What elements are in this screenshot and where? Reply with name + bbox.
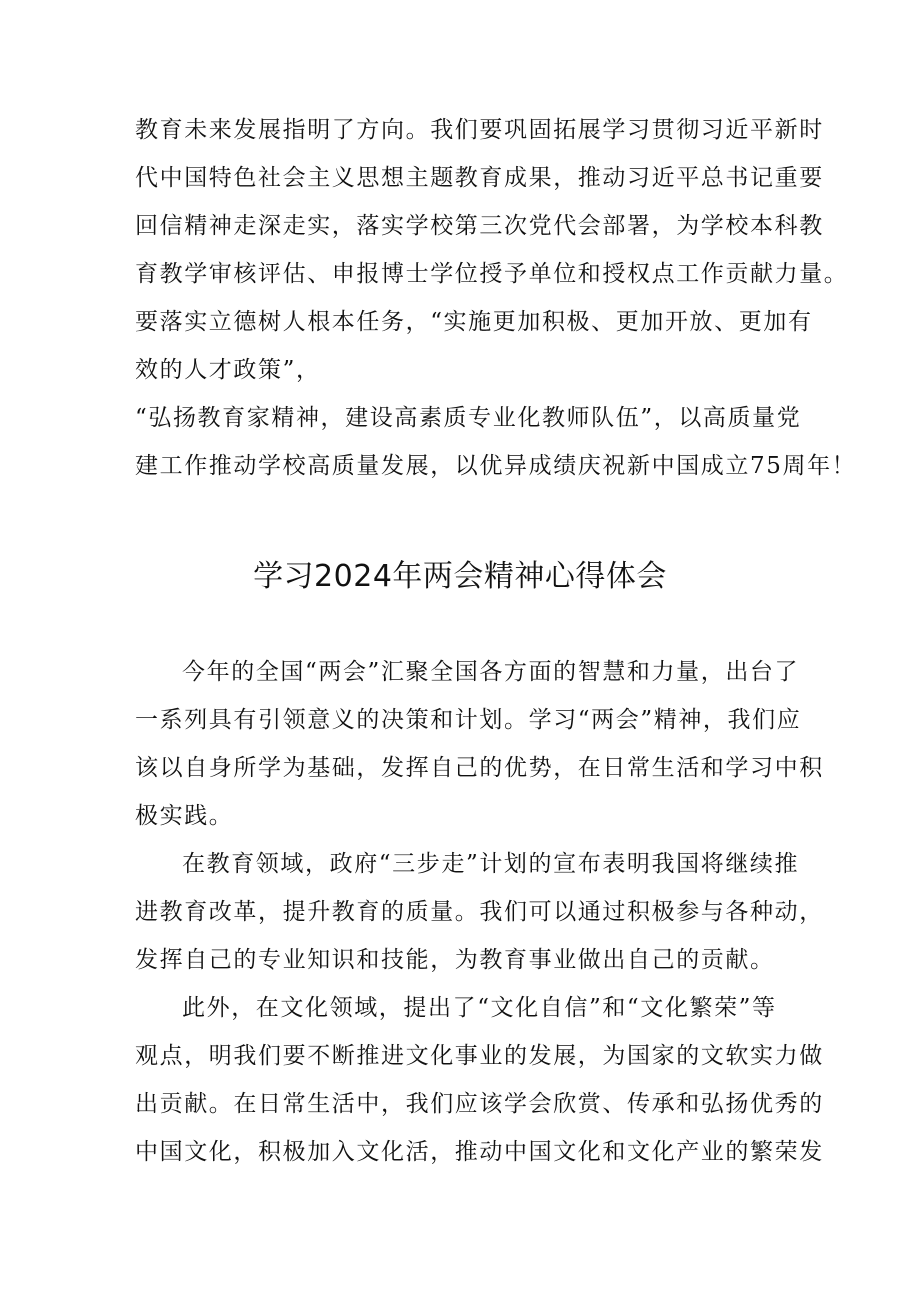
paragraph-line: “弘扬教育家精神，建设高素质专业化教师队伍”，以高质量党 xyxy=(135,405,802,431)
paragraph-line: 效的人才政策”， xyxy=(135,357,321,383)
paragraph-line: 中国文化，积极加入文化活，推动中国文化和文化产业的繁荣发 xyxy=(135,1139,824,1165)
paragraph-line: 今年的全国“两会”汇聚全国各方面的智慧和力量，出台了 xyxy=(182,659,800,685)
paragraph-line: 该以自身所学为基础，发挥自己的优势，在日常生活和学习中积 xyxy=(135,755,824,781)
paragraph-line: 极实践。 xyxy=(135,803,234,829)
paragraph-line: 进教育改革，提升教育的质量。我们可以通过积极参与各种动， xyxy=(135,899,824,925)
paragraph-line: 在教育领域，政府“三步走”计划的宣布表明我国将继续推 xyxy=(182,851,800,877)
page-title: 学习2024年两会精神心得体会 xyxy=(253,559,667,594)
paragraph-line: 建工作推动学校高质量发展，以优异成绩庆祝新中国成立75周年！ xyxy=(135,453,857,479)
paragraph-line: 教育未来发展指明了方向。我们要巩固拓展学习贯彻习近平新时 xyxy=(135,117,824,143)
paragraph-line: 出贡献。在日常生活中，我们应该学会欣赏、传承和弘扬优秀的 xyxy=(135,1091,824,1117)
paragraph-line: 要落实立德树人根本任务，“实施更加积极、更加开放、更加有 xyxy=(135,309,813,335)
paragraph-line: 代中国特色社会主义思想主题教育成果，推动习近平总书记重要 xyxy=(135,165,824,191)
paragraph-line: 回信精神走深走实，落实学校第三次党代会部署，为学校本科教 xyxy=(135,213,824,239)
paragraph-line: 观点，明我们要不断推进文化事业的发展，为国家的文软实力做 xyxy=(135,1043,824,1069)
paragraph-line: 一系列具有引领意义的决策和计划。学习“两会”精神，我们应 xyxy=(135,707,802,733)
paragraph-line: 育教学审核评估、申报博士学位授予单位和授权点工作贡献力量。 xyxy=(135,261,849,287)
paragraph-line: 此外，在文化领域，提出了“文化自信”和“文化繁荣”等 xyxy=(182,995,777,1021)
paragraph-line: 发挥自己的专业知识和技能，为教育事业做出自己的贡献。 xyxy=(135,947,775,973)
